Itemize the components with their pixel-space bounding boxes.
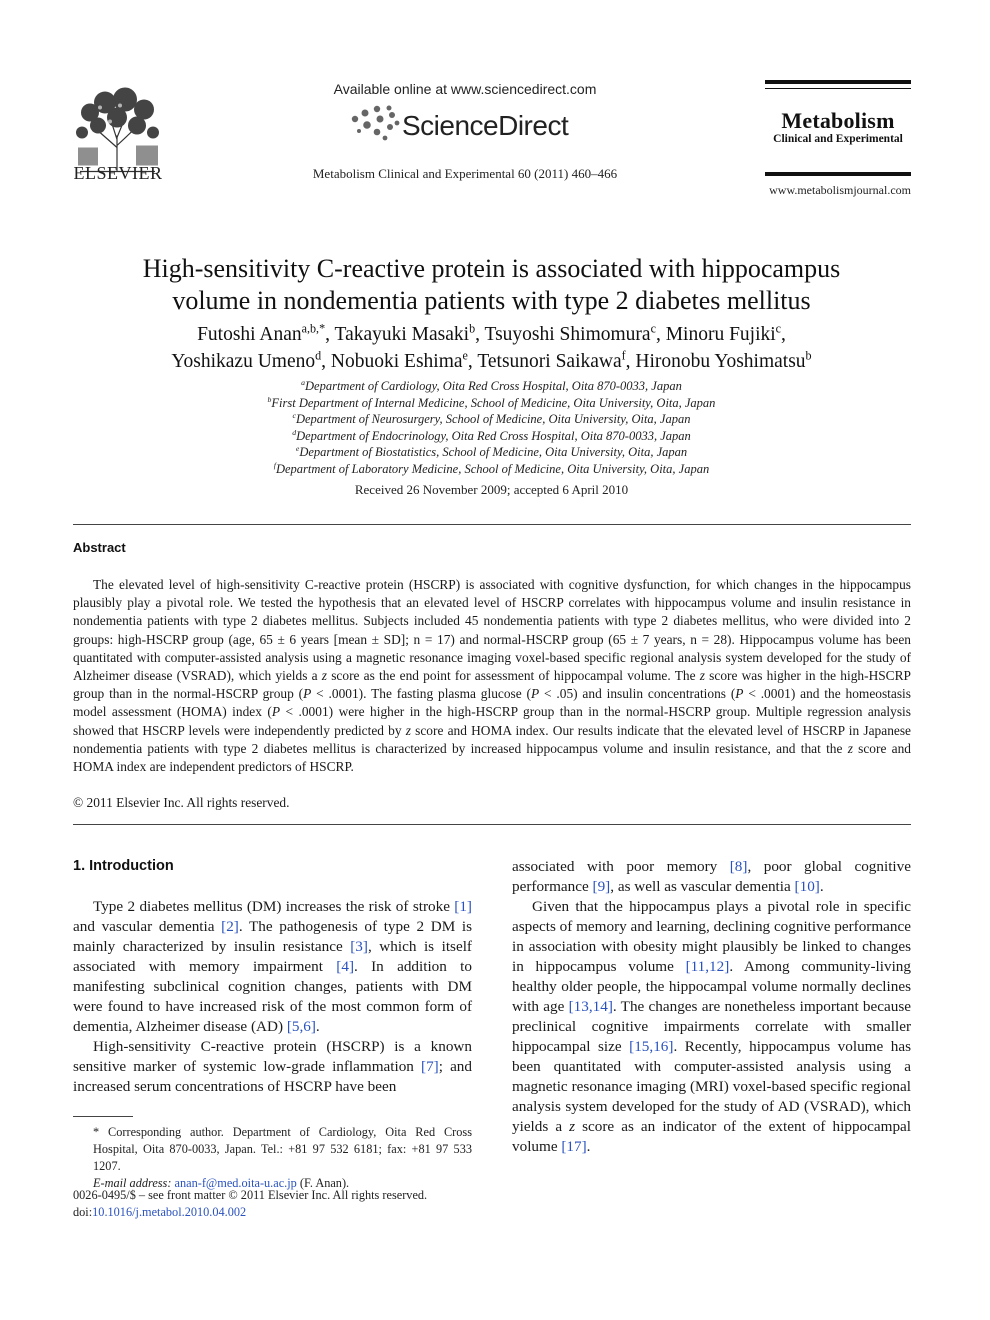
author-affil-mark: d xyxy=(315,348,322,363)
intro-paragraph: Type 2 diabetes mellitus (DM) increases the risk of stroke [1] and vascular dementia [2]. The pathogenesis of type 2 DM is mainly characterized by insulin resistance [3], which is itself associated with memory impairment [4]. In addition to manifesting subclinical cognition changes, patients with DM were found to have increased risk of the most common form of dementia, Alzheimer disease (AD) [5,6]. xyxy=(73,898,472,1035)
intro-paragraph: associated with poor memory [8], poor global cognitive performance [9], as well as vascular dementia [10]. xyxy=(512,858,911,895)
author-affil-mark: a,b,* xyxy=(301,321,326,336)
journal-title: Metabolism xyxy=(781,108,895,133)
citation-link[interactable]: [17] xyxy=(561,1138,587,1155)
doi-line xyxy=(73,1204,493,1221)
affiliation-item xyxy=(70,411,913,428)
sciencedirect-wordmark: ScienceDirect xyxy=(402,110,569,141)
author-affil-mark: f xyxy=(621,348,626,363)
affiliation-item xyxy=(70,461,913,478)
affiliation-item xyxy=(70,395,913,412)
doi-link[interactable]: 10.1016/j.metabol.2010.04.002 xyxy=(92,1205,247,1219)
author-name[interactable]: Futoshi Anan xyxy=(197,324,302,345)
right-column xyxy=(512,857,911,1157)
affiliation-text: Department of Endocrinology, Oita Red Cross Hospital, Oita 870-0033, Japan xyxy=(296,428,691,443)
citation-link[interactable]: [7] xyxy=(421,1058,439,1075)
journal-rule-top-thin xyxy=(765,88,911,89)
intro-paragraph: Given that the hippocampus plays a pivotal role in specific aspects of memory and learning, declining cognitive performance in association with obesity might plausibly be linked to changes in hippocampus volume [11,12]. Among community-living healthy older people, the hippocampal volume normally declines with age [13,14]. The changes are nonetheless important because preclinical cognitive impairments correlate with smaller hippocampal size [15,16]. Recently, hippocampus volume has been quantitated with computer-assisted analysis using a magnetic resonance imaging (MRI) voxel-based specific regional analysis system developed for the study of AD (VSRAD), which yields a z score as an indicator of the extent of hippocampal volume [17]. xyxy=(512,898,912,1155)
citation-link[interactable]: [8] xyxy=(729,858,748,875)
corresponding-author-footnote xyxy=(73,1124,472,1192)
affiliation-text: Department of Laboratory Medicine, School of Medicine, Oita University, Oita, Japan xyxy=(275,461,710,476)
abstract-top-rule xyxy=(73,524,911,525)
abstract-copyright: © 2011 Elsevier Inc. All rights reserved. xyxy=(73,795,290,810)
affiliation-item xyxy=(70,378,913,395)
author-name[interactable]: Nobuoki Eshima xyxy=(330,351,463,372)
author-name[interactable]: Takayuki Masaki xyxy=(334,324,470,345)
issn-line: 0026-0495/$ – see front matter © 2011 Elsevier Inc. All rights reserved. xyxy=(73,1188,428,1202)
intro-paragraph: High-sensitivity C-reactive protein (HSCRP) is a known sensitive marker of systemic low-grade inflammation [7]; and increased serum concentrations of HSCRP have been xyxy=(73,1038,472,1095)
author-affil-mark: c xyxy=(650,321,656,336)
author-affil-mark: b xyxy=(805,348,812,363)
affiliation-list xyxy=(70,378,913,478)
citation-link[interactable]: [15,16] xyxy=(629,1038,674,1055)
citation-link[interactable]: [11,12] xyxy=(685,958,730,975)
affiliation-mark: c xyxy=(292,411,296,421)
title-line-1: High-sensitivity C-reactive protein is associated with hippocampus xyxy=(142,254,841,283)
left-column xyxy=(73,897,472,1097)
received-dates: Received 26 November 2009; accepted 6 April 2010 xyxy=(354,482,629,497)
corresponding-author-text: * Corresponding author. Department of Cardiology, Oita Red Cross Hospital, Oita 870-0033, Japan. Tel.: +81 97 532 6181; fax: +81 97 533 1207. xyxy=(93,1125,472,1173)
author-affil-mark: b xyxy=(469,321,476,336)
email-link[interactable]: anan-f@med.oita-u.ac.jp xyxy=(174,1176,297,1190)
author-name[interactable]: Tsuyoshi Shimomura xyxy=(484,324,651,345)
footnote-rule xyxy=(73,1116,133,1117)
abstract-heading: Abstract xyxy=(73,540,126,555)
affiliation-mark: a xyxy=(301,377,306,387)
author-affil-mark: c xyxy=(775,321,782,336)
citation-link[interactable]: [10] xyxy=(794,878,820,895)
citation-link[interactable]: [4] xyxy=(336,958,355,975)
journal-rule-top xyxy=(765,80,911,84)
article-title xyxy=(70,253,913,317)
affiliation-mark: f xyxy=(273,460,276,470)
abstract-bottom-rule xyxy=(73,824,911,825)
abstract-body: The elevated level of high-sensitivity C-reactive protein (HSCRP) is associated with cognitive dysfunction, for which changes in the hippocampus plausibly play a pivotal role. We tested the hypothesis that an elevated level of HSCRP correlates with hippocampus volume and insulin resistance in nondementia patients with type 2 diabetes mellitus. Subjects included 45 nondementia patients with type 2 diabetes mellitus, who were divided into 2 groups: high-HSCRP group (age, 65 ± 6 years [mean ± SD]; n = 17) and normal-HSCRP group (65 ± 7 years, n = 28). Hippocampus volume has been quantitated with computer-assisted analysis using a magnetic resonance imaging voxel-based specific regional analysis system developed for the study of Alzheimer disease (VSRAD), which yields a z score as the end point for assessment of hippocampal volume. The z score was higher in the high-HSCRP group than in the normal-HSCRP group (P < .0001). The fasting plasma glucose (P < .05) and insulin concentrations (P < .0001) and the homeostasis model assessment (HOMA) index (P < .0001) were higher in the high-HSCRP group than in the normal-HSCRP group. Multiple regression analysis showed that HSCRP levels were independently predicted by z score and HOMA index. Our results indicate that the elevated level of HSCRP in Japanese nondementia patients with type 2 diabetes mellitus is characterized by increased hippocampus volume and insulin resistance, and that the z score and HOMA index are independent predictors of HSCRP. xyxy=(73,577,911,775)
available-online-text: Available online at www.sciencedirect.com xyxy=(333,81,597,97)
email-suffix: (F. Anan). xyxy=(296,1176,350,1190)
journal-rule-bottom xyxy=(765,172,911,176)
email-label: E-mail address: xyxy=(93,1176,172,1190)
affiliation-mark: e xyxy=(295,444,300,454)
citation-link[interactable]: [3] xyxy=(350,938,368,955)
affiliation-item xyxy=(70,444,913,461)
affiliation-mark: b xyxy=(267,394,272,404)
affiliation-text: Department of Biostatistics, School of Medicine, Oita University, Oita, Japan xyxy=(299,445,688,460)
author-list: Futoshi Anan$^{a,b,*}$, Takayuki Masaki$^b$, Tsuyoshi Shimomura$^c$, Minoru Fujiki$^c$, Yoshikazu Umeno$^d$, Nobuoki Eshima$^e$, Tetsunori Saikawa$^f$, Hironobu Yoshimatsu$^b$ xyxy=(171,321,812,372)
journal-url[interactable]: www.metabolismjournal.com xyxy=(769,183,911,197)
citation-link[interactable]: [2] xyxy=(221,918,239,935)
journal-citation: Metabolism Clinical and Experimental 60 (2011) 460–466 xyxy=(312,166,618,181)
publisher-name: ELSEVIER xyxy=(73,163,163,183)
affiliation-mark: d xyxy=(292,427,297,437)
citation-link[interactable]: [1] xyxy=(454,898,472,915)
affiliation-text: Department of Cardiology, Oita Red Cross Hospital, Oita 870-0033, Japan xyxy=(305,379,682,393)
section-heading-introduction: 1. Introduction xyxy=(73,858,174,874)
citation-link[interactable]: [13,14] xyxy=(568,998,613,1015)
affiliation-text: First Department of Internal Medicine, School of Medicine, Oita University, Oita, Japan xyxy=(271,395,716,410)
author-affil-mark: e xyxy=(462,348,468,363)
issn-doi-block xyxy=(73,1187,493,1221)
author-name[interactable]: Minoru Fujiki xyxy=(665,324,776,345)
citation-link[interactable]: [9] xyxy=(592,878,611,895)
affiliation-text: Department of Neurosurgery, School of Medicine, Oita University, Oita, Japan xyxy=(295,412,691,427)
citation-link[interactable]: [5,6] xyxy=(286,1018,316,1035)
title-line-2: volume in nondementia patients with type 2 diabetes mellitus xyxy=(172,286,811,315)
author-name[interactable]: Hironobu Yoshimatsu xyxy=(635,351,806,372)
author-name[interactable]: Tetsunori Saikawa xyxy=(477,351,622,372)
author-name[interactable]: Yoshikazu Umeno xyxy=(171,351,316,372)
journal-subtitle: Clinical and Experimental xyxy=(773,133,903,145)
affiliation-item xyxy=(70,428,913,445)
doi-label: doi: xyxy=(73,1205,93,1219)
